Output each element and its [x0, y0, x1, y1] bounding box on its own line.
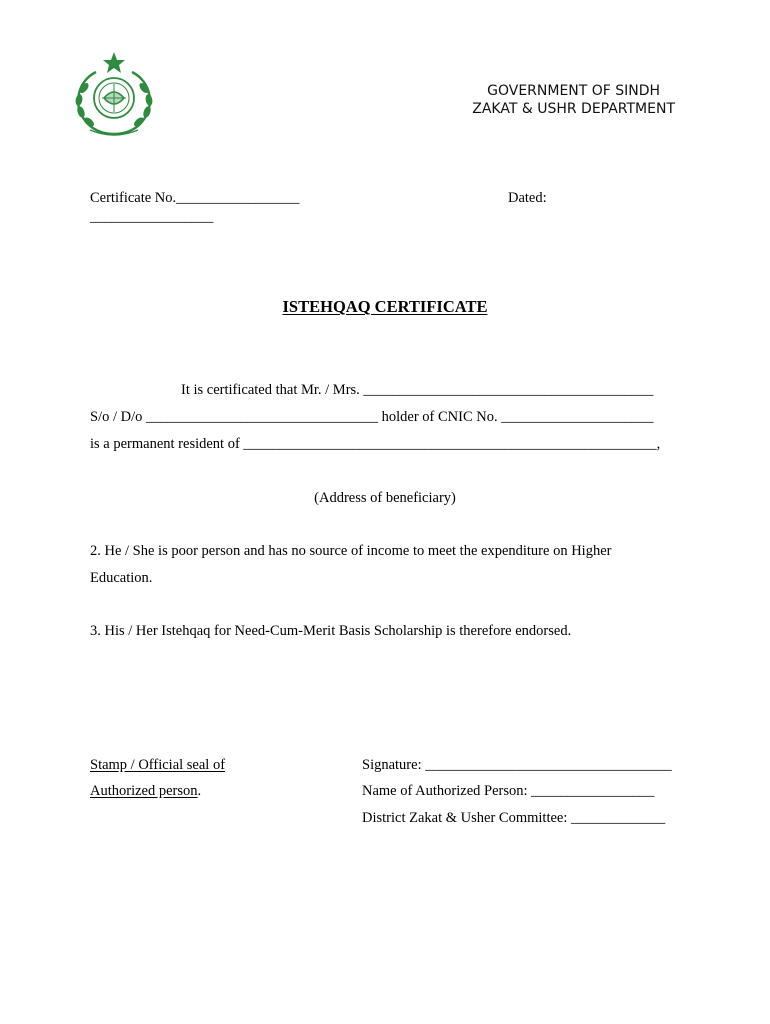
district-committee-field: District Zakat & Usher Committee: _____________ [362, 810, 666, 826]
body-line-name: It is certificated that Mr. / Mrs. ________________________________________ [181, 382, 654, 398]
stamp-label-line-2 [90, 782, 201, 800]
department-header [472, 82, 675, 118]
body-line-parent-cnic: S/o / D/o ________________________________ holder of CNIC No. _____________________ [90, 409, 654, 425]
date-blank: _________________ [90, 209, 214, 225]
paragraph-3: 3. His / Her Istehqaq for Need-Cum-Merit Basis Scholarship is therefore endorsed. [90, 623, 572, 639]
signature-field: Signature: __________________________________ [362, 757, 672, 773]
department-title: ZAKAT & USHR DEPARTMENT [472, 101, 675, 117]
authorized-person-name-field: Name of Authorized Person: _________________ [362, 783, 655, 799]
certificate-number: Certificate No._________________ [90, 190, 300, 206]
paragraph-2-line-2: Education. [90, 570, 153, 586]
government-title: GOVERNMENT OF SINDH [487, 83, 661, 99]
body-line-residence: is a permanent resident of _________________________________________________________, [90, 436, 661, 452]
paragraph-2-line-1: 2. He / She is poor person and has no source of income to meet the expenditure on Higher [90, 543, 612, 559]
certificate-title: ISTEHQAQ CERTIFICATE [282, 297, 488, 316]
stamp-period: . [197, 783, 202, 799]
authorized-person-text: Authorized person [90, 783, 198, 799]
sindh-emblem-icon [66, 50, 162, 140]
date-label: Dated: [508, 190, 547, 206]
stamp-label-line-1: Stamp / Official seal of [90, 757, 226, 773]
address-note: (Address of beneficiary) [314, 490, 456, 506]
